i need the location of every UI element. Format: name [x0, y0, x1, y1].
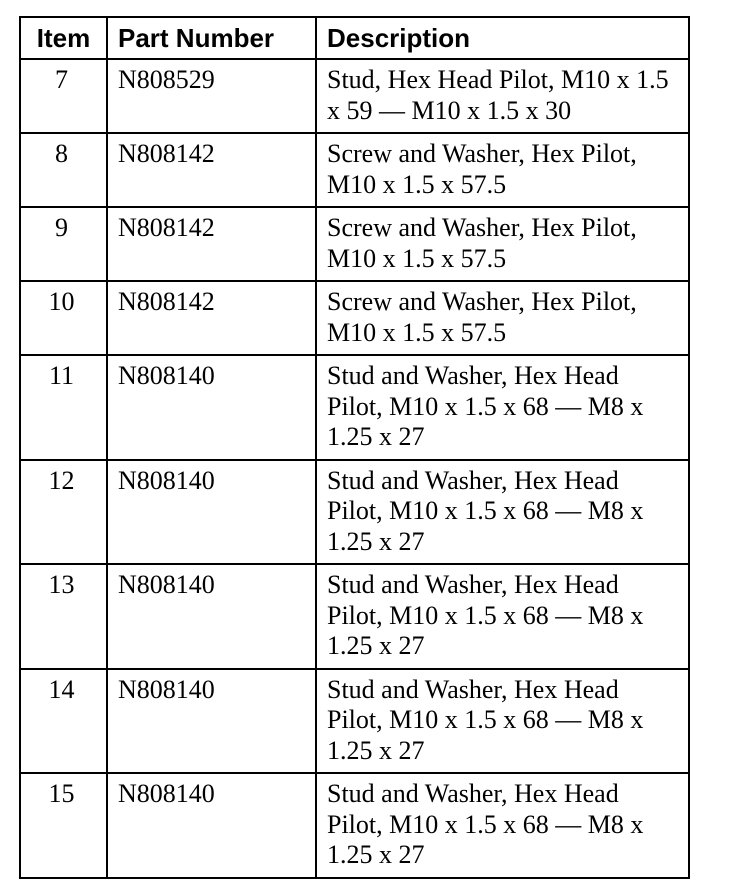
header-part-number: Part Number: [107, 17, 316, 59]
table-row: [20, 669, 689, 774]
part-number-cell: N808142: [107, 281, 316, 355]
description-cell: Stud and Washer, Hex Head Pilot, M10 x 1.5 x 68 — M8 x 1.25 x 27: [316, 460, 689, 565]
part-number-cell: N808140: [107, 460, 316, 565]
item-cell: 8: [20, 133, 107, 207]
header-row: [20, 17, 689, 59]
part-number-cell: N808140: [107, 564, 316, 669]
table-row: [20, 355, 689, 460]
parts-table: [19, 16, 690, 879]
item-cell: 14: [20, 669, 107, 774]
item-cell: 12: [20, 460, 107, 565]
description-cell: Stud, Hex Head Pilot, M10 x 1.5 x 59 — M10 x 1.5 x 30: [316, 59, 689, 133]
description-cell: Stud and Washer, Hex Head Pilot, M10 x 1.5 x 68 — M8 x 1.25 x 27: [316, 355, 689, 460]
description-cell: Screw and Washer, Hex Pilot, M10 x 1.5 x 57.5: [316, 281, 689, 355]
part-number-cell: N808142: [107, 133, 316, 207]
table-row: [20, 773, 689, 878]
header-description: Description: [316, 17, 689, 59]
table-row: [20, 281, 689, 355]
part-number-cell: N808142: [107, 207, 316, 281]
item-cell: 10: [20, 281, 107, 355]
table-row: [20, 59, 689, 133]
table-row: [20, 207, 689, 281]
part-number-cell: N808140: [107, 355, 316, 460]
item-cell: 13: [20, 564, 107, 669]
description-cell: Screw and Washer, Hex Pilot, M10 x 1.5 x 57.5: [316, 207, 689, 281]
header-item: Item: [20, 17, 107, 59]
table-row: [20, 460, 689, 565]
item-cell: 11: [20, 355, 107, 460]
part-number-cell: N808140: [107, 669, 316, 774]
part-number-cell: N808140: [107, 773, 316, 878]
table-row: [20, 564, 689, 669]
item-cell: 7: [20, 59, 107, 133]
item-cell: 9: [20, 207, 107, 281]
part-number-cell: N808529: [107, 59, 316, 133]
description-cell: Stud and Washer, Hex Head Pilot, M10 x 1.5 x 68 — M8 x 1.25 x 27: [316, 669, 689, 774]
description-cell: Stud and Washer, Hex Head Pilot, M10 x 1.5 x 68 — M8 x 1.25 x 27: [316, 564, 689, 669]
table-row: [20, 133, 689, 207]
description-cell: Screw and Washer, Hex Pilot, M10 x 1.5 x 57.5: [316, 133, 689, 207]
description-cell: Stud and Washer, Hex Head Pilot, M10 x 1.5 x 68 — M8 x 1.25 x 27: [316, 773, 689, 878]
item-cell: 15: [20, 773, 107, 878]
